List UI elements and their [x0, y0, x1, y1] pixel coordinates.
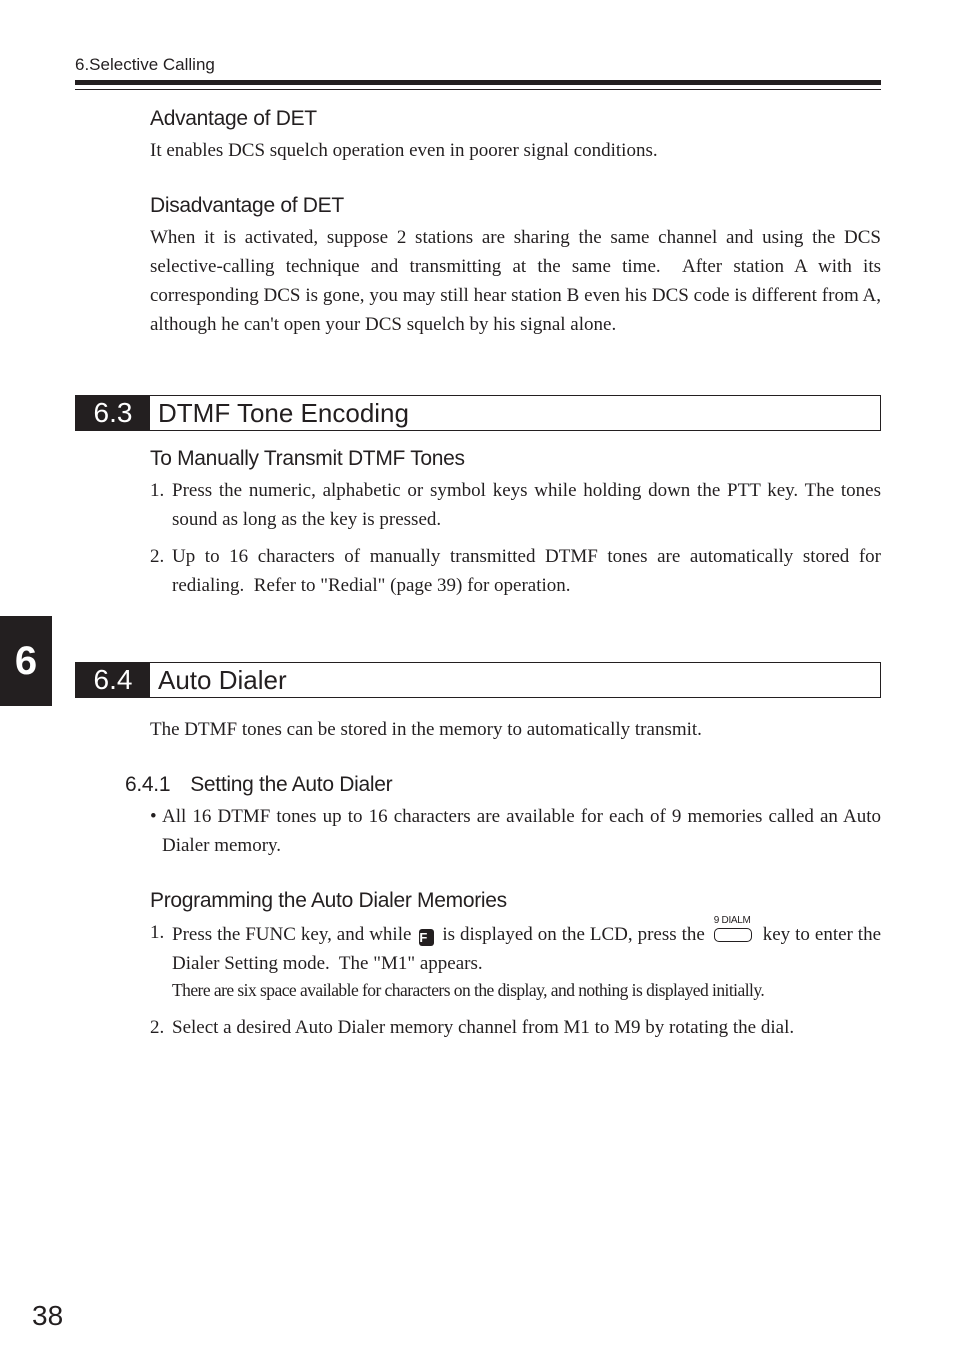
page-number: 38	[32, 1300, 64, 1331]
bullet-icon: •	[150, 806, 157, 827]
display-note: There are six space available for characters on the display, and nothing is displayed initially.	[172, 980, 765, 1000]
subsection-6-4-1-heading	[125, 773, 392, 797]
list-item	[150, 542, 881, 600]
section-6-3-heading-bar	[75, 395, 881, 431]
list-text: Select a desired Auto Dialer memory channel from M1 to M9 by rotating the dial.	[172, 1017, 795, 1038]
list-item	[150, 1013, 881, 1042]
advantage-text: It enables DCS squelch operation even in poorer signal conditions.	[150, 140, 658, 161]
running-header: 6.Selective Calling	[75, 55, 215, 74]
list-text	[172, 915, 882, 978]
programming-heading: Programming the Auto Dialer Memories	[150, 889, 507, 912]
section-number: 6.4	[76, 663, 150, 697]
list-number: 1.	[150, 922, 165, 943]
header-rule-thin	[75, 89, 881, 90]
bullet-text: All 16 DTMF tones up to 16 characters are available for each of 9 memories called an Auto Dialer memory.	[162, 806, 881, 856]
list-number: 1.	[150, 480, 165, 501]
subsection-number: 6.4.1	[125, 773, 171, 796]
disadvantage-text: When it is activated, suppose 2 stations are sharing the same channel and using the DCS selective-calling technique and transmitting at the same time. After station A with its corresponding DCS is gone, you may still hear station B even his DCS code is different from A, although he can't open your DCS squelch by his signal alone.	[150, 227, 881, 335]
function-f-icon: F	[419, 929, 434, 946]
dialm-key-icon	[712, 915, 756, 946]
manual-dtmf-heading: To Manually Transmit DTMF Tones	[150, 447, 465, 470]
list-text: Up to 16 characters of manually transmitted DTMF tones are automatically stored for redialing. Refer to "Redial" (page 39) for operation.	[172, 546, 881, 596]
advantage-heading: Advantage of DET	[150, 107, 317, 130]
section-title: Auto Dialer	[158, 664, 287, 695]
key-label: 9 DIALM	[713, 915, 751, 926]
key-body	[714, 928, 752, 942]
header-rule-thick	[75, 80, 881, 85]
section-number: 6.3	[76, 396, 150, 430]
list-item	[150, 476, 881, 534]
chapter-side-tab: 6	[0, 616, 52, 706]
disadvantage-heading: Disadvantage of DET	[150, 194, 344, 217]
text-part: is displayed on the LCD, press the	[442, 924, 705, 945]
subsection-title: Setting the Auto Dialer	[190, 773, 393, 796]
text-part: Press the FUNC key, and while	[172, 924, 412, 945]
section-6-4-heading-bar	[75, 662, 881, 698]
list-text: Press the numeric, alphabetic or symbol keys while holding down the PTT key. The tones sound as long as the key is pressed.	[172, 480, 881, 530]
list-number: 2.	[150, 1017, 165, 1038]
list-number: 2.	[150, 546, 165, 567]
auto-dialer-intro: The DTMF tones can be stored in the memory to automatically transmit.	[150, 719, 702, 740]
list-item	[150, 915, 882, 978]
bullet-item	[150, 802, 881, 860]
section-title: DTMF Tone Encoding	[158, 397, 409, 428]
text-part: key to enter the Dialer Setting mode. The "M1" appears.	[172, 924, 882, 974]
